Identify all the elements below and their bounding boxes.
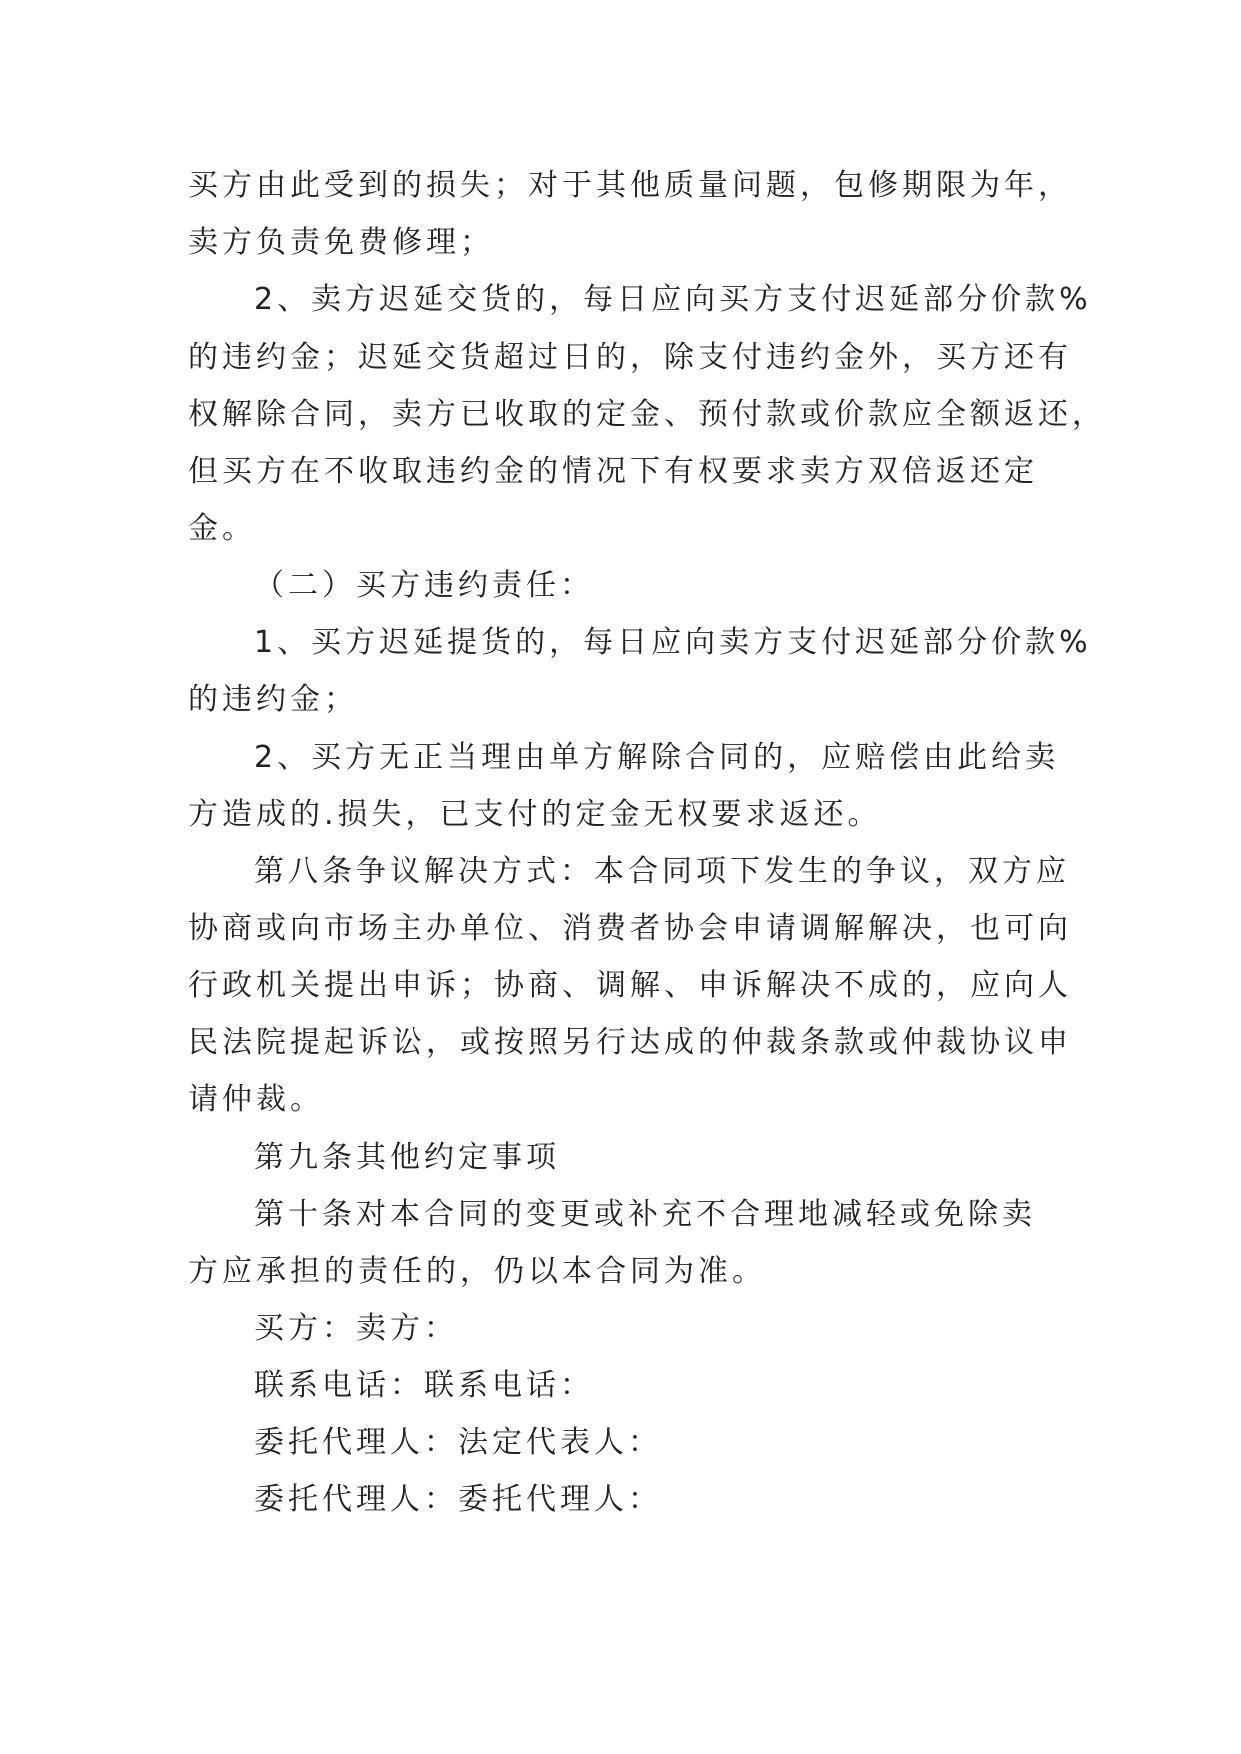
section-heading: （二）买方违约责任： [254,568,594,603]
text-line: 权解除合同，卖方已收取的定金、预付款或价款应全额返还， [188,397,1106,432]
text-line: 请仲裁。 [188,1082,324,1117]
text-line: 1、买方迟延提货的，每日应向卖方支付迟延部分价款% [254,625,1092,660]
signature-line: 联系电话：联系电话： [254,1368,594,1403]
signature-line: 委托代理人：法定代表人： [254,1425,662,1460]
text-line: 行政机关提出申诉；协商、调解、申诉解决不成的，应向人 [188,968,1072,1003]
text-line: 2、卖方迟延交货的，每日应向买方支付迟延部分价款% [254,282,1092,317]
text-line: 协商或向市场主办单位、消费者协会申请调解解决，也可向 [188,911,1072,946]
text-line: 第十条对本合同的变更或补充不合理地减轻或免除卖 [254,1197,1036,1232]
text-line: 2、买方无正当理由单方解除合同的，应赔偿由此给卖 [254,740,1060,775]
text-line: 方应承担的责任的，仍以本合同为准。 [188,1254,766,1289]
signature-line: 买方：卖方： [254,1311,458,1346]
text-line: 金。 [188,511,256,546]
text-line: 的违约金；迟延交货超过日的，除支付违约金外，买方还有 [188,340,1072,375]
text-line: 卖方负责免费修理； [188,225,494,260]
signature-line: 委托代理人：委托代理人： [254,1482,662,1517]
text-line: 民法院提起诉讼，或按照另行达成的仲裁条款或仲裁协议申 [188,1025,1072,1060]
text-line: 但买方在不收取违约金的情况下有权要求卖方双倍返还定 [188,454,1038,489]
text-line: 第九条其他约定事项 [254,1140,560,1175]
text-line: 方造成的.损失，已支付的定金无权要求返还。 [188,797,882,832]
text-line: 第八条争议解决方式：本合同项下发生的争议，双方应 [254,854,1070,889]
text-line: 买方由此受到的损失；对于其他质量问题，包修期限为年， [188,168,1072,203]
text-line: 的违约金； [188,682,358,717]
